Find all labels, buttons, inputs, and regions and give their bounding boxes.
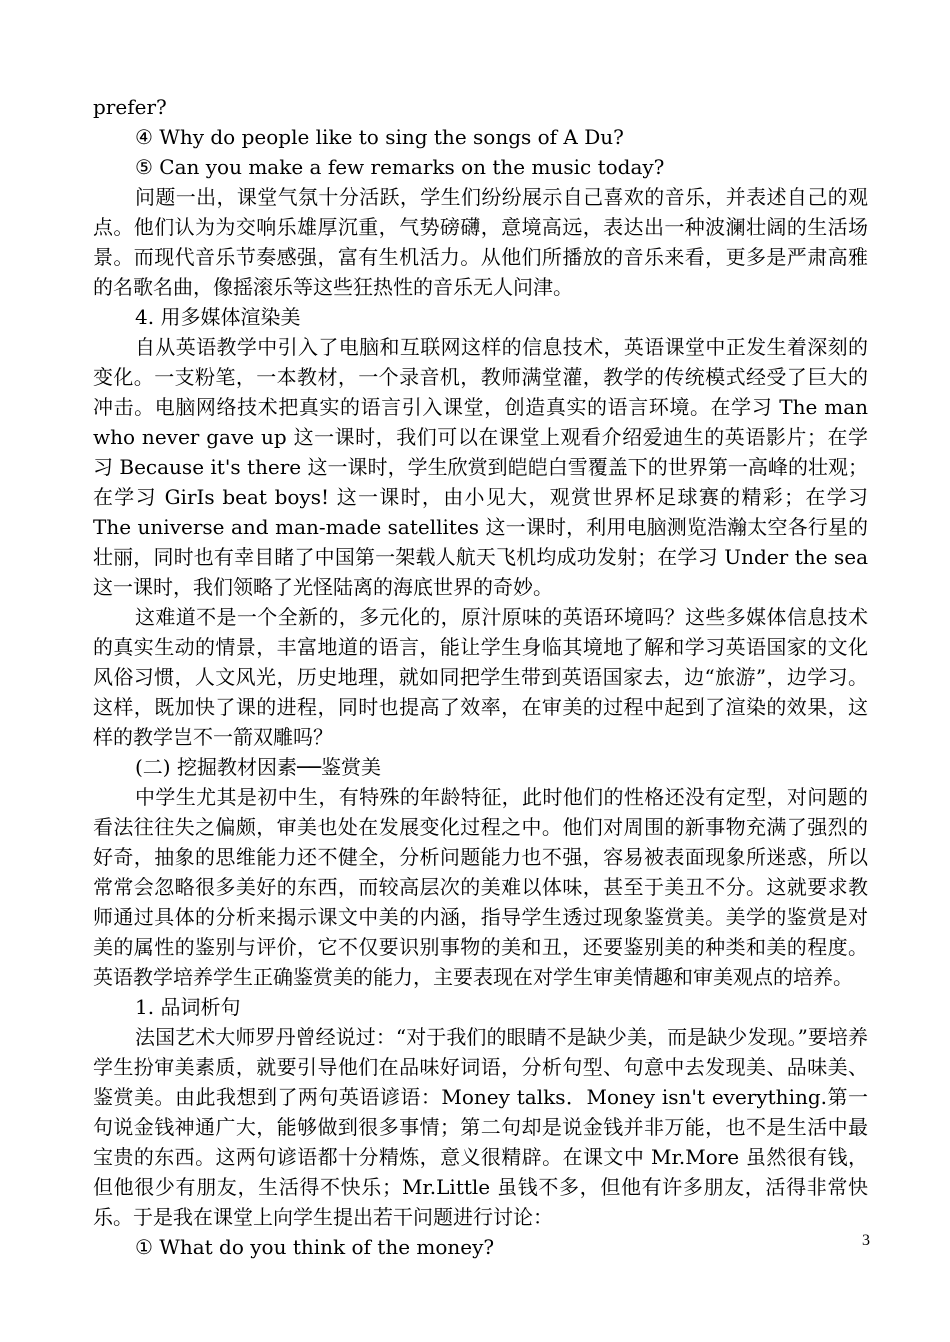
paragraph: ④ Why do people like to sing the songs of A Du? xyxy=(135,125,624,149)
document-body xyxy=(93,92,868,1262)
paragraph: 这难道不是一个全新的，多元化的，原汁原味的英语环境吗？这些多媒体信息技术的真实生动的情景，丰富地道的语言，能让学生身临其境地了解和学习英语国家的文化风俗习惯，人文风光，历史地理，就如同把学生带到英语国家去，边“旅游”，边学习。这样，既加快了课的进程，同时也提高了效率，在审美的过程中起到了渲染的效果，这样的教学岂不一箭双雕吗？ xyxy=(93,605,868,749)
section-heading: 1. 品词析句 xyxy=(135,995,241,1019)
paragraph: 自从英语教学中引入了电脑和互联网这样的信息技术，英语课堂中正发生着深刻的变化。一支粉笔，一本教材，一个录音机，教师满堂灌，教学的传统模式经受了巨大的冲击。电脑网络技术把真实的语言引入课堂，创造真实的语言环境。在学习 The man who never gave up 这一课时，我们可以在课堂上观看介绍爱迪生的英语影片；在学习 Because it's there 这一课时，学生欣赏到皑皑白雪覆盖下的世界第一高峰的壮观；在学习 GirIs beat boys! 这一课时，由小见大，观赏世界杯足球赛的精彩；在学习 The universe and man-made satellites 这一课时，利用电脑测览浩瀚太空各行星的壮丽，同时也有幸目睹了中国第一架载人航天飞机均成功发射；在学习 Under the sea 这一课时，我们领略了光怪陆离的海底世界的奇妙。 xyxy=(93,335,868,599)
paragraph: ⑤ Can you make a few remarks on the music today? xyxy=(135,155,665,179)
section-heading: 4. 用多媒体渲染美 xyxy=(135,305,301,329)
paragraph: prefer? xyxy=(93,95,167,119)
section-heading: (二) 挖掘教材因素──鉴赏美 xyxy=(135,755,382,779)
paragraph: 法国艺术大师罗丹曾经说过：“对于我们的眼睛不是缺少美，而是缺少发现。”要培养学生扮审美素质，就要引导他们在品味好词语，分析句型、句意中去发现美、品味美、鉴赏美。由此我想到了两句英语谚语：Money talks．Money isn't everything.第一句说金钱神通广大，能够做到很多事情；第二句却是说金钱并非万能，也不是生活中最宝贵的东西。这两句谚语都十分精炼，意义很精辟。在课文中 Mr.More 虽然很有钱，但他很少有朋友，生活得不快乐；Mr.Little 虽钱不多，但他有许多朋友，活得非常快乐。于是我在课堂上向学生提出若干问题进行讨论： xyxy=(93,1025,868,1229)
page-number: 3 xyxy=(862,1232,870,1249)
paragraph: 中学生尤其是初中生，有特殊的年龄特征，此时他们的性格还没有定型，对问题的看法往往失之偏颇，审美也处在发展变化过程之中。他们对周围的新事物充满了强烈的好奇，抽象的思维能力还不健全，分析问题能力也不强，容易被表面现象所迷惑，所以常常会忽略很多美好的东西，而较高层次的美难以体味，甚至于美丑不分。这就要求教师通过具体的分析来揭示课文中美的内涵，指导学生透过现象鉴赏美。美学的鉴赏是对美的属性的鉴别与评价，它不仅要识别事物的美和丑，还要鉴别美的种类和美的程度。英语教学培养学生正确鉴赏美的能力，主要表现在对学生审美情趣和审美观点的培养。 xyxy=(93,785,868,989)
paragraph: ① What do you think of the money? xyxy=(135,1235,495,1259)
paragraph: 问题一出，课堂气氛十分活跃，学生们纷纷展示自己喜欢的音乐，并表述自己的观点。他们认为为交响乐雄厚沉重，气势磅礴，意境高远，表达出一种波澜壮阔的生活场景。而现代音乐节奏感强，富有生机活力。从他们所播放的音乐来看，更多是严肃高雅的名歌名曲，像摇滚乐等这些狂热性的音乐无人问津。 xyxy=(93,185,868,299)
